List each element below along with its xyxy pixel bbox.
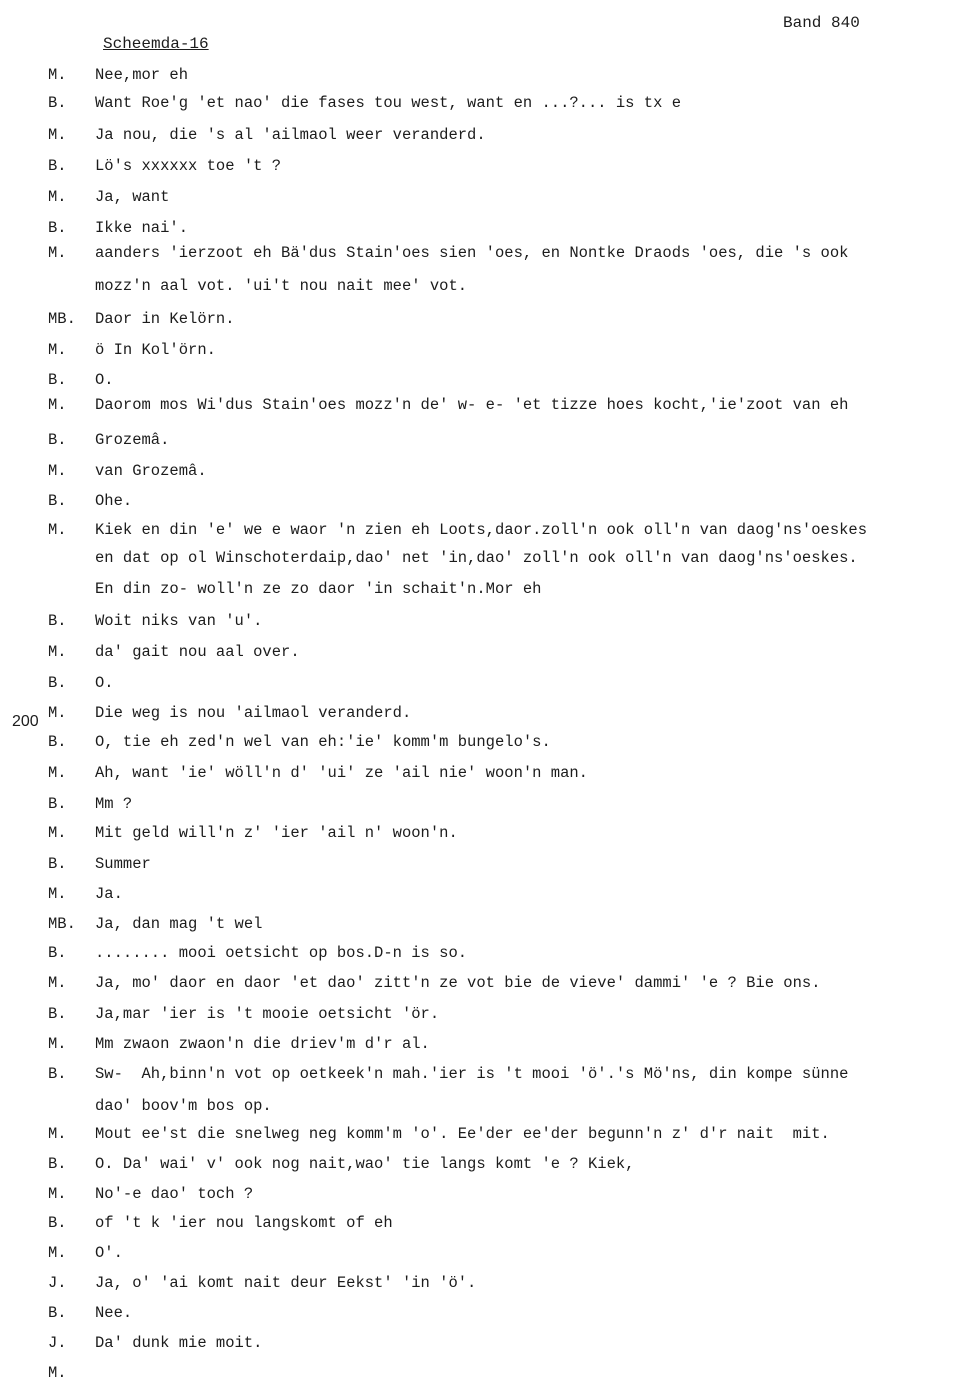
- line-text: No'-e dao' toch ?: [95, 1185, 254, 1203]
- line-text: Nee.: [95, 1304, 133, 1322]
- speaker-label: MB.: [48, 310, 76, 328]
- speaker-label: M.: [48, 1244, 67, 1262]
- speaker-label: B.: [48, 371, 67, 389]
- line-text: Ja,mar 'ier is 't mooie oetsicht 'ör.: [95, 1005, 440, 1023]
- speaker-label: B.: [48, 1304, 67, 1322]
- line-text: O.: [95, 371, 114, 389]
- line-text: Mit geld will'n z' 'ier 'ail n' woon'n.: [95, 824, 458, 842]
- line-text: Ja nou, die 's al 'ailmaol weer veranderd.: [95, 126, 486, 144]
- line-text: O, tie eh zed'n wel van eh:'ie' komm'm bungelo's.: [95, 733, 551, 751]
- speaker-label: M.: [48, 521, 67, 539]
- page-title: Scheemda-16: [103, 35, 209, 53]
- band-number: Band 840: [783, 14, 860, 32]
- speaker-label: M.: [48, 341, 67, 359]
- line-text: of 't k 'ier nou langskomt of eh: [95, 1214, 393, 1232]
- line-text: Mout ee'st die snelweg neg komm'm 'o'. Ee'der ee'der begunn'n z' d'r nait mit.: [95, 1125, 830, 1143]
- line-text: Woit niks van 'u'.: [95, 612, 263, 630]
- speaker-label: M.: [48, 764, 67, 782]
- line-text: Grozemâ.: [95, 431, 170, 449]
- speaker-label: M.: [48, 188, 67, 206]
- line-text: en dat op ol Winschoterdaip,dao' net 'in,dao' zoll'n ook oll'n van daog'ns'oeskes.: [95, 549, 858, 567]
- line-text: Nee,mor eh: [95, 66, 189, 84]
- speaker-label: M.: [48, 462, 67, 480]
- speaker-label: M.: [48, 1185, 67, 1203]
- line-text: Ikke nai'.: [95, 219, 189, 237]
- speaker-label: B.: [48, 733, 67, 751]
- speaker-label: B.: [48, 431, 67, 449]
- line-text: Daor in Kelörn.: [95, 310, 235, 328]
- speaker-label: M.: [48, 704, 67, 722]
- line-text: Daorom mos Wi'dus Stain'oes mozz'n de' w- e- 'et tizze hoes kocht,'ie'zoot van eh: [95, 396, 849, 414]
- speaker-label: M.: [48, 244, 67, 262]
- speaker-label: M.: [48, 126, 67, 144]
- speaker-label: B.: [48, 219, 67, 237]
- line-text: Summer: [95, 855, 151, 873]
- line-text: Ja.: [95, 885, 123, 903]
- speaker-label: B.: [48, 674, 67, 692]
- line-text: ö In Kol'örn.: [95, 341, 216, 359]
- line-text: Ja, want: [95, 188, 170, 206]
- line-text: Ja, dan mag 't wel: [95, 915, 263, 933]
- line-text: Ah, want 'ie' wöll'n d' 'ui' ze 'ail nie' woon'n man.: [95, 764, 588, 782]
- line-text: O.: [95, 674, 114, 692]
- margin-number: 200: [12, 713, 39, 730]
- speaker-label: MB.: [48, 915, 76, 933]
- speaker-label: B.: [48, 944, 67, 962]
- line-text: mozz'n aal vot. 'ui't nou nait mee' vot.: [95, 277, 468, 295]
- line-text: En din zo- woll'n ze zo daor 'in schait'n.Mor eh: [95, 580, 542, 598]
- line-text: ........ mooi oetsicht op bos.D-n is so.: [95, 944, 468, 962]
- line-text: Kiek en din 'e' we e waor 'n zien eh Loots,daor.zoll'n ook oll'n van daog'ns'oeskes: [95, 521, 868, 539]
- speaker-label: M.: [48, 643, 67, 661]
- speaker-label: J.: [48, 1274, 67, 1292]
- speaker-label: M.: [48, 396, 67, 414]
- line-text: Ja, mo' daor en daor 'et dao' zitt'n ze vot bie de vieve' dammi' 'e ? Bie ons.: [95, 974, 821, 992]
- speaker-label: B.: [48, 1155, 67, 1173]
- speaker-label: B.: [48, 612, 67, 630]
- line-text: Mm zwaon zwaon'n die driev'm d'r al.: [95, 1035, 430, 1053]
- line-text: Ja, o' 'ai komt nait deur Eekst' 'in 'ö'.: [95, 1274, 477, 1292]
- speaker-label: M.: [48, 66, 67, 84]
- speaker-label: B.: [48, 1214, 67, 1232]
- line-text: Mm ?: [95, 795, 133, 813]
- speaker-label: J.: [48, 1334, 67, 1352]
- speaker-label: M.: [48, 1125, 67, 1143]
- line-text: Lö's xxxxxx toe 't ?: [95, 157, 282, 175]
- speaker-label: B.: [48, 157, 67, 175]
- speaker-label: B.: [48, 1065, 67, 1083]
- line-text: aanders 'ierzoot eh Bä'dus Stain'oes sien 'oes, en Nontke Draods 'oes, die 's ook: [95, 244, 849, 262]
- speaker-label: M.: [48, 974, 67, 992]
- speaker-label: M.: [48, 885, 67, 903]
- line-text: O. Da' wai' v' ook nog nait,wao' tie langs komt 'e ? Kiek,: [95, 1155, 635, 1173]
- speaker-label: B.: [48, 1005, 67, 1023]
- speaker-label: M.: [48, 1035, 67, 1053]
- line-text: Want Roe'g 'et nao' die fases tou west, want en ...?... is tx e: [95, 94, 681, 112]
- line-text: da' gait nou aal over.: [95, 643, 300, 661]
- speaker-label: B.: [48, 795, 67, 813]
- line-text: dao' boov'm bos op.: [95, 1097, 272, 1115]
- line-text: Ohe.: [95, 492, 133, 510]
- speaker-label: M.: [48, 1364, 67, 1382]
- speaker-label: B.: [48, 492, 67, 510]
- line-text: Sw- Ah,binn'n vot op oetkeek'n mah.'ier is 't mooi 'ö'.'s Mö'ns, din kompe sünne: [95, 1065, 849, 1083]
- speaker-label: B.: [48, 855, 67, 873]
- line-text: Da' dunk mie moit.: [95, 1334, 263, 1352]
- speaker-label: B.: [48, 94, 67, 112]
- line-text: Die weg is nou 'ailmaol veranderd.: [95, 704, 412, 722]
- line-text: O'.: [95, 1244, 123, 1262]
- line-text: van Grozemâ.: [95, 462, 207, 480]
- speaker-label: M.: [48, 824, 67, 842]
